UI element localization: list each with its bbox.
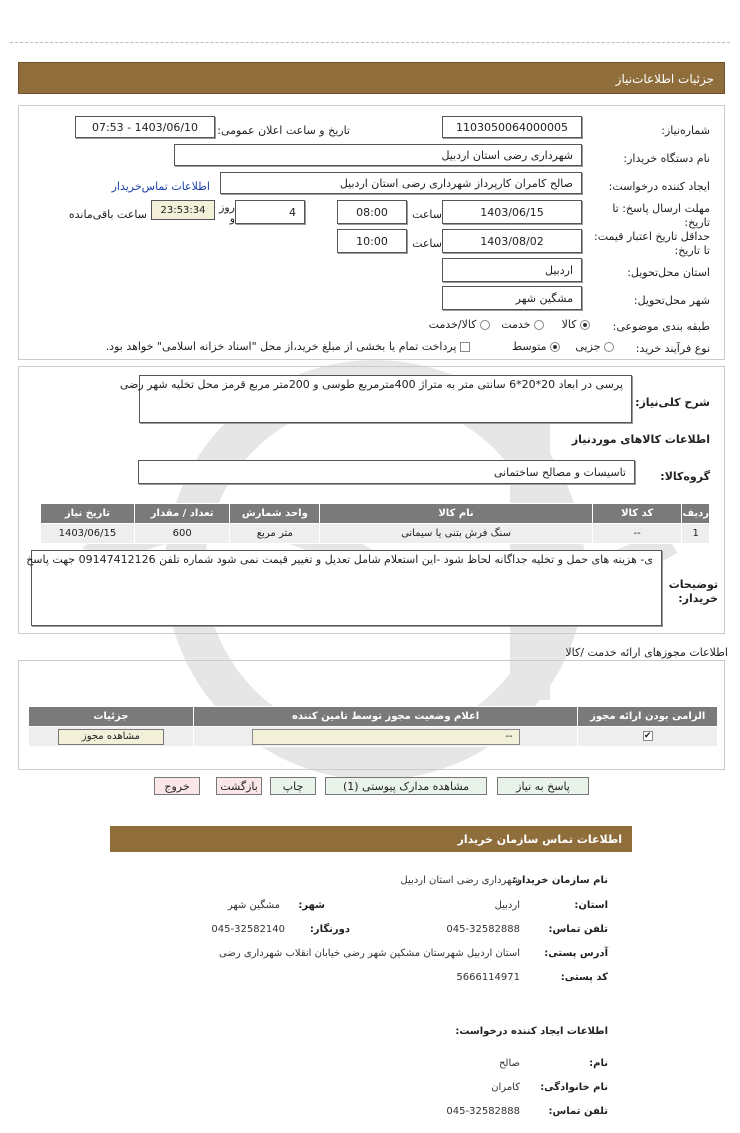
contact-city-label: شهر:	[298, 900, 325, 911]
announce-date-field: 1403/06/10 - 07:53	[75, 116, 215, 138]
radio-icon[interactable]	[604, 342, 614, 352]
contact-phone-label: تلفن تماس:	[548, 924, 608, 935]
permit-status-field: --	[252, 729, 520, 745]
creator-family: کامران	[491, 1082, 520, 1093]
contact-fax-label: دورنگار:	[309, 924, 350, 935]
checkbox-icon[interactable]	[460, 342, 470, 352]
col-name: نام کالا	[320, 504, 593, 524]
cell-date: 1403/06/15	[41, 524, 135, 544]
cell-unit: متر مربع	[230, 524, 320, 544]
col-permit-status: اعلام وضعیت مجوز توسط تامین کننده	[193, 707, 578, 727]
buyer-org-label: نام دستگاه خریدار:	[623, 152, 710, 165]
permits-title: اطلاعات مجوزهای ارائه خدمت /کالا	[565, 646, 728, 659]
contact-address: استان اردبیل شهرستان مشکین شهر رضی خیابان انقلاب شهرداری رضی	[219, 948, 520, 959]
creator-family-label: نام خانوادگی:	[540, 1082, 608, 1093]
validity-time-label: ساعت	[412, 237, 442, 250]
table-row	[29, 727, 718, 747]
creator-info-title: اطلاعات ایجاد کننده درخواست:	[455, 1026, 608, 1037]
description-field: پرسی در ابعاد 20*20*6 سانتی متر به متراژ 400مترمربع طوسی و 200متر مربع قرمز محل تخلیه شهر رضی	[139, 375, 632, 423]
contact-postal-label: کد پستی:	[560, 972, 608, 983]
col-permit-details: جزئیات	[29, 707, 194, 727]
goods-group-field: تاسیسات و مصالح ساختمانی	[138, 460, 635, 484]
category-goods-option[interactable]: کالا	[562, 318, 590, 331]
exit-button[interactable]: خروج	[154, 777, 200, 795]
validity-date-field: 1403/08/02	[442, 229, 582, 253]
col-qty: تعداد / مقدار	[134, 504, 230, 524]
cell-code: --	[592, 524, 682, 544]
col-code: کد کالا	[592, 504, 682, 524]
table-row	[41, 524, 710, 544]
remaining-time-field: 23:53:34	[151, 200, 215, 220]
province-field: اردبیل	[442, 258, 582, 282]
reply-button[interactable]: پاسخ به نیاز	[497, 777, 589, 795]
contact-province: اردبیل	[494, 900, 520, 911]
page-title: جزئیات اطلاعات‌نیاز	[615, 72, 714, 86]
price-validity-label: حداقل تاریخ اعتبار قیمت: تا تاریخ:	[594, 230, 710, 257]
cell-qty: 600	[134, 524, 230, 544]
buyer-notes-field: ی- هزینه های حمل و تخلیه جداگانه لحاظ شود -این استعلام شامل تعدیل و تغییر قیمت نمی شود شماره تلفن 09147412126 جهت پاسخ	[31, 550, 662, 626]
contact-city: مشگین شهر	[227, 900, 280, 911]
creator-name-label: نام:	[589, 1058, 608, 1069]
process-medium-option[interactable]: متوسط	[512, 340, 560, 353]
col-permit-required: الزامی بودن ارائه مجوز	[578, 707, 718, 727]
contact-address-label: آدرس پستی:	[544, 948, 608, 959]
checkmark-icon: ✔	[643, 731, 652, 741]
goods-table-header	[41, 504, 710, 524]
creator-phone-label: تلفن تماس:	[548, 1106, 608, 1117]
contact-postal: 5666114971	[456, 972, 520, 983]
top-divider	[10, 42, 730, 43]
buyer-org-field: شهرداری رضی استان اردبیل	[174, 144, 582, 166]
remaining-days-field: 4	[235, 200, 305, 224]
permits-table-header	[29, 707, 718, 727]
category-both-option[interactable]: کالا/خدمت	[429, 318, 490, 331]
reply-time-field: 08:00	[337, 200, 407, 224]
contact-section-header: اطلاعات تماس سازمان خریدار	[110, 826, 632, 852]
radio-selected-icon[interactable]	[580, 320, 590, 330]
col-unit: واحد شمارش	[230, 504, 320, 524]
treasury-option[interactable]: پرداخت تمام یا بخشی از مبلغ خرید،از محل "اسناد خزانه اسلامی" خواهد بود.	[106, 340, 470, 353]
remaining-time-label: ساعت باقی‌مانده	[68, 208, 147, 221]
description-label: شرح کلی‌نیاز:	[635, 396, 710, 409]
category-service-option[interactable]: خدمت	[501, 318, 544, 331]
permits-table	[28, 706, 718, 747]
contact-phone: 045-32582888	[446, 924, 520, 935]
cell-permit-status	[193, 727, 578, 747]
page-header	[18, 62, 725, 94]
contact-fax: 045-32582140	[211, 924, 285, 935]
cell-permit-required	[578, 727, 718, 747]
process-label: نوع فرآیند خرید:	[635, 342, 710, 355]
radio-icon[interactable]	[534, 320, 544, 330]
need-number-label: شماره‌نیاز:	[661, 124, 710, 137]
reply-time-label: ساعت	[412, 208, 442, 221]
days-label: روز و	[219, 201, 235, 225]
process-small-option[interactable]: جزیی	[575, 340, 614, 353]
city-label: شهر محل‌تحویل:	[633, 294, 710, 307]
announce-date-label: تاریخ و ساعت اعلان عمومی:	[217, 124, 350, 137]
cell-name: سنگ فرش بتنی یا سیمانی	[320, 524, 593, 544]
goods-group-label: گروه‌کالا:	[660, 470, 710, 483]
need-number-field: 1103050064000005	[442, 116, 582, 138]
attachments-button[interactable]: مشاهده مدارک پیوستی (1)	[325, 777, 487, 795]
province-label: استان محل‌تحویل:	[627, 266, 710, 279]
cell-permit-details	[29, 727, 194, 747]
reply-date-field: 1403/06/15	[442, 200, 582, 224]
contact-province-label: استان:	[574, 900, 608, 911]
city-field: مشگین شهر	[442, 286, 582, 310]
buyer-notes-label: توضیحات خریدار:	[668, 578, 718, 605]
creator-field: صالح کامران کارپرداز شهرداری رضی استان اردبیل	[220, 172, 582, 194]
contact-org-label: نام سازمان خریدار:	[512, 875, 608, 886]
creator-name: صالح	[498, 1058, 520, 1069]
back-button[interactable]: بازگشت	[216, 777, 262, 795]
col-row: ردیف	[682, 504, 710, 524]
creator-label: ایجاد کننده درخواست:	[608, 180, 710, 193]
goods-section-title: اطلاعات کالاهای موردنیاز	[571, 433, 710, 446]
radio-icon[interactable]	[480, 320, 490, 330]
view-permit-button[interactable]: مشاهده مجوز	[58, 729, 164, 745]
cell-row: 1	[682, 524, 710, 544]
category-label: طبقه بندی موضوعی:	[612, 320, 710, 333]
validity-time-field: 10:00	[337, 229, 407, 253]
radio-selected-icon[interactable]	[550, 342, 560, 352]
creator-phone: 045-32582888	[446, 1106, 520, 1117]
goods-table	[40, 503, 710, 544]
reply-deadline-label: مهلت ارسال پاسخ: تا تاریخ:	[612, 202, 710, 229]
contact-org: شهرداری رضی استان اردبیل	[400, 875, 520, 886]
buyer-contact-link[interactable]: اطلاعات تماس‌خریدار	[111, 180, 210, 193]
print-button[interactable]: چاپ	[270, 777, 316, 795]
col-date: تاریخ نیاز	[41, 504, 135, 524]
